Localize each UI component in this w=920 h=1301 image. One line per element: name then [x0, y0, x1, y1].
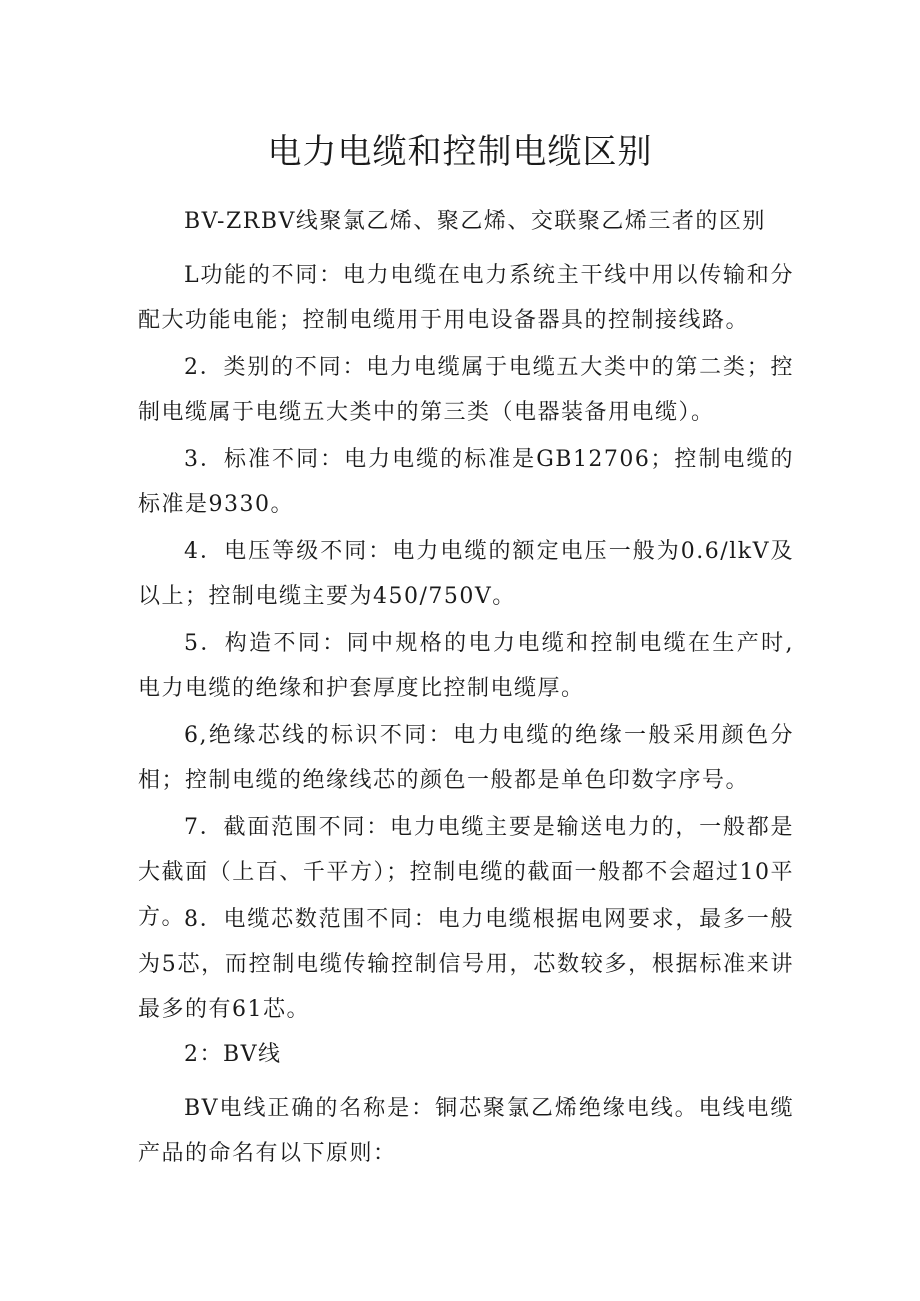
paragraph-insulation: 6,绝缘芯线的标识不同：电力电缆的绝缘一般采用颜色分相；控制电缆的绝缘线芯的颜色一般都是单色印数字序号。 [138, 723, 794, 793]
paragraph-bv-name: BV电线正确的名称是：铜芯聚氯乙烯绝缘电线。电线电缆产品的命名有以下原则： [138, 1096, 794, 1166]
paragraph-standard: 3．标准不同：电力电缆的标准是GB12706；控制电缆的标准是9330。 [138, 447, 794, 517]
paragraph-core-count: 8．电缆芯数范围不同：电力电缆根据电网要求，最多一般为5芯，而控制电缆传输控制信号用，芯数较多，根据标准来讲最多的有61芯。 [138, 907, 794, 1022]
paragraph-category: 2．类别的不同：电力电缆属于电缆五大类中的第二类；控制电缆属于电缆五大类中的第三类（电器装备用电缆）。 [138, 355, 794, 425]
document-title: 电力电缆和控制电缆区别 [267, 132, 653, 172]
paragraph-cross-section: 7．截面范围不同：电力电缆主要是输送电力的，一般都是大截面（上百、千平方）；控制电缆的截面一般都不会超过10平方。 [138, 815, 794, 930]
paragraph-construction: 5．构造不同：同中规格的电力电缆和控制电缆在生产时,电力电缆的绝缘和护套厚度比控制电缆厚。 [138, 631, 794, 701]
paragraph-function: L功能的不同：电力电缆在电力系统主干线中用以传输和分配大功能电能；控制电缆用于用电设备器具的控制接线路。 [138, 263, 794, 333]
paragraph-voltage: 4．电压等级不同：电力电缆的额定电压一般为0.6/lkV及以上；控制电缆主要为450/750V。 [138, 539, 794, 609]
paragraph-bv-heading: 2：BV线 [184, 1042, 282, 1067]
paragraph-subtitle: BV-ZRBV线聚氯乙烯、聚乙烯、交联聚乙烯三者的区别 [184, 209, 766, 234]
